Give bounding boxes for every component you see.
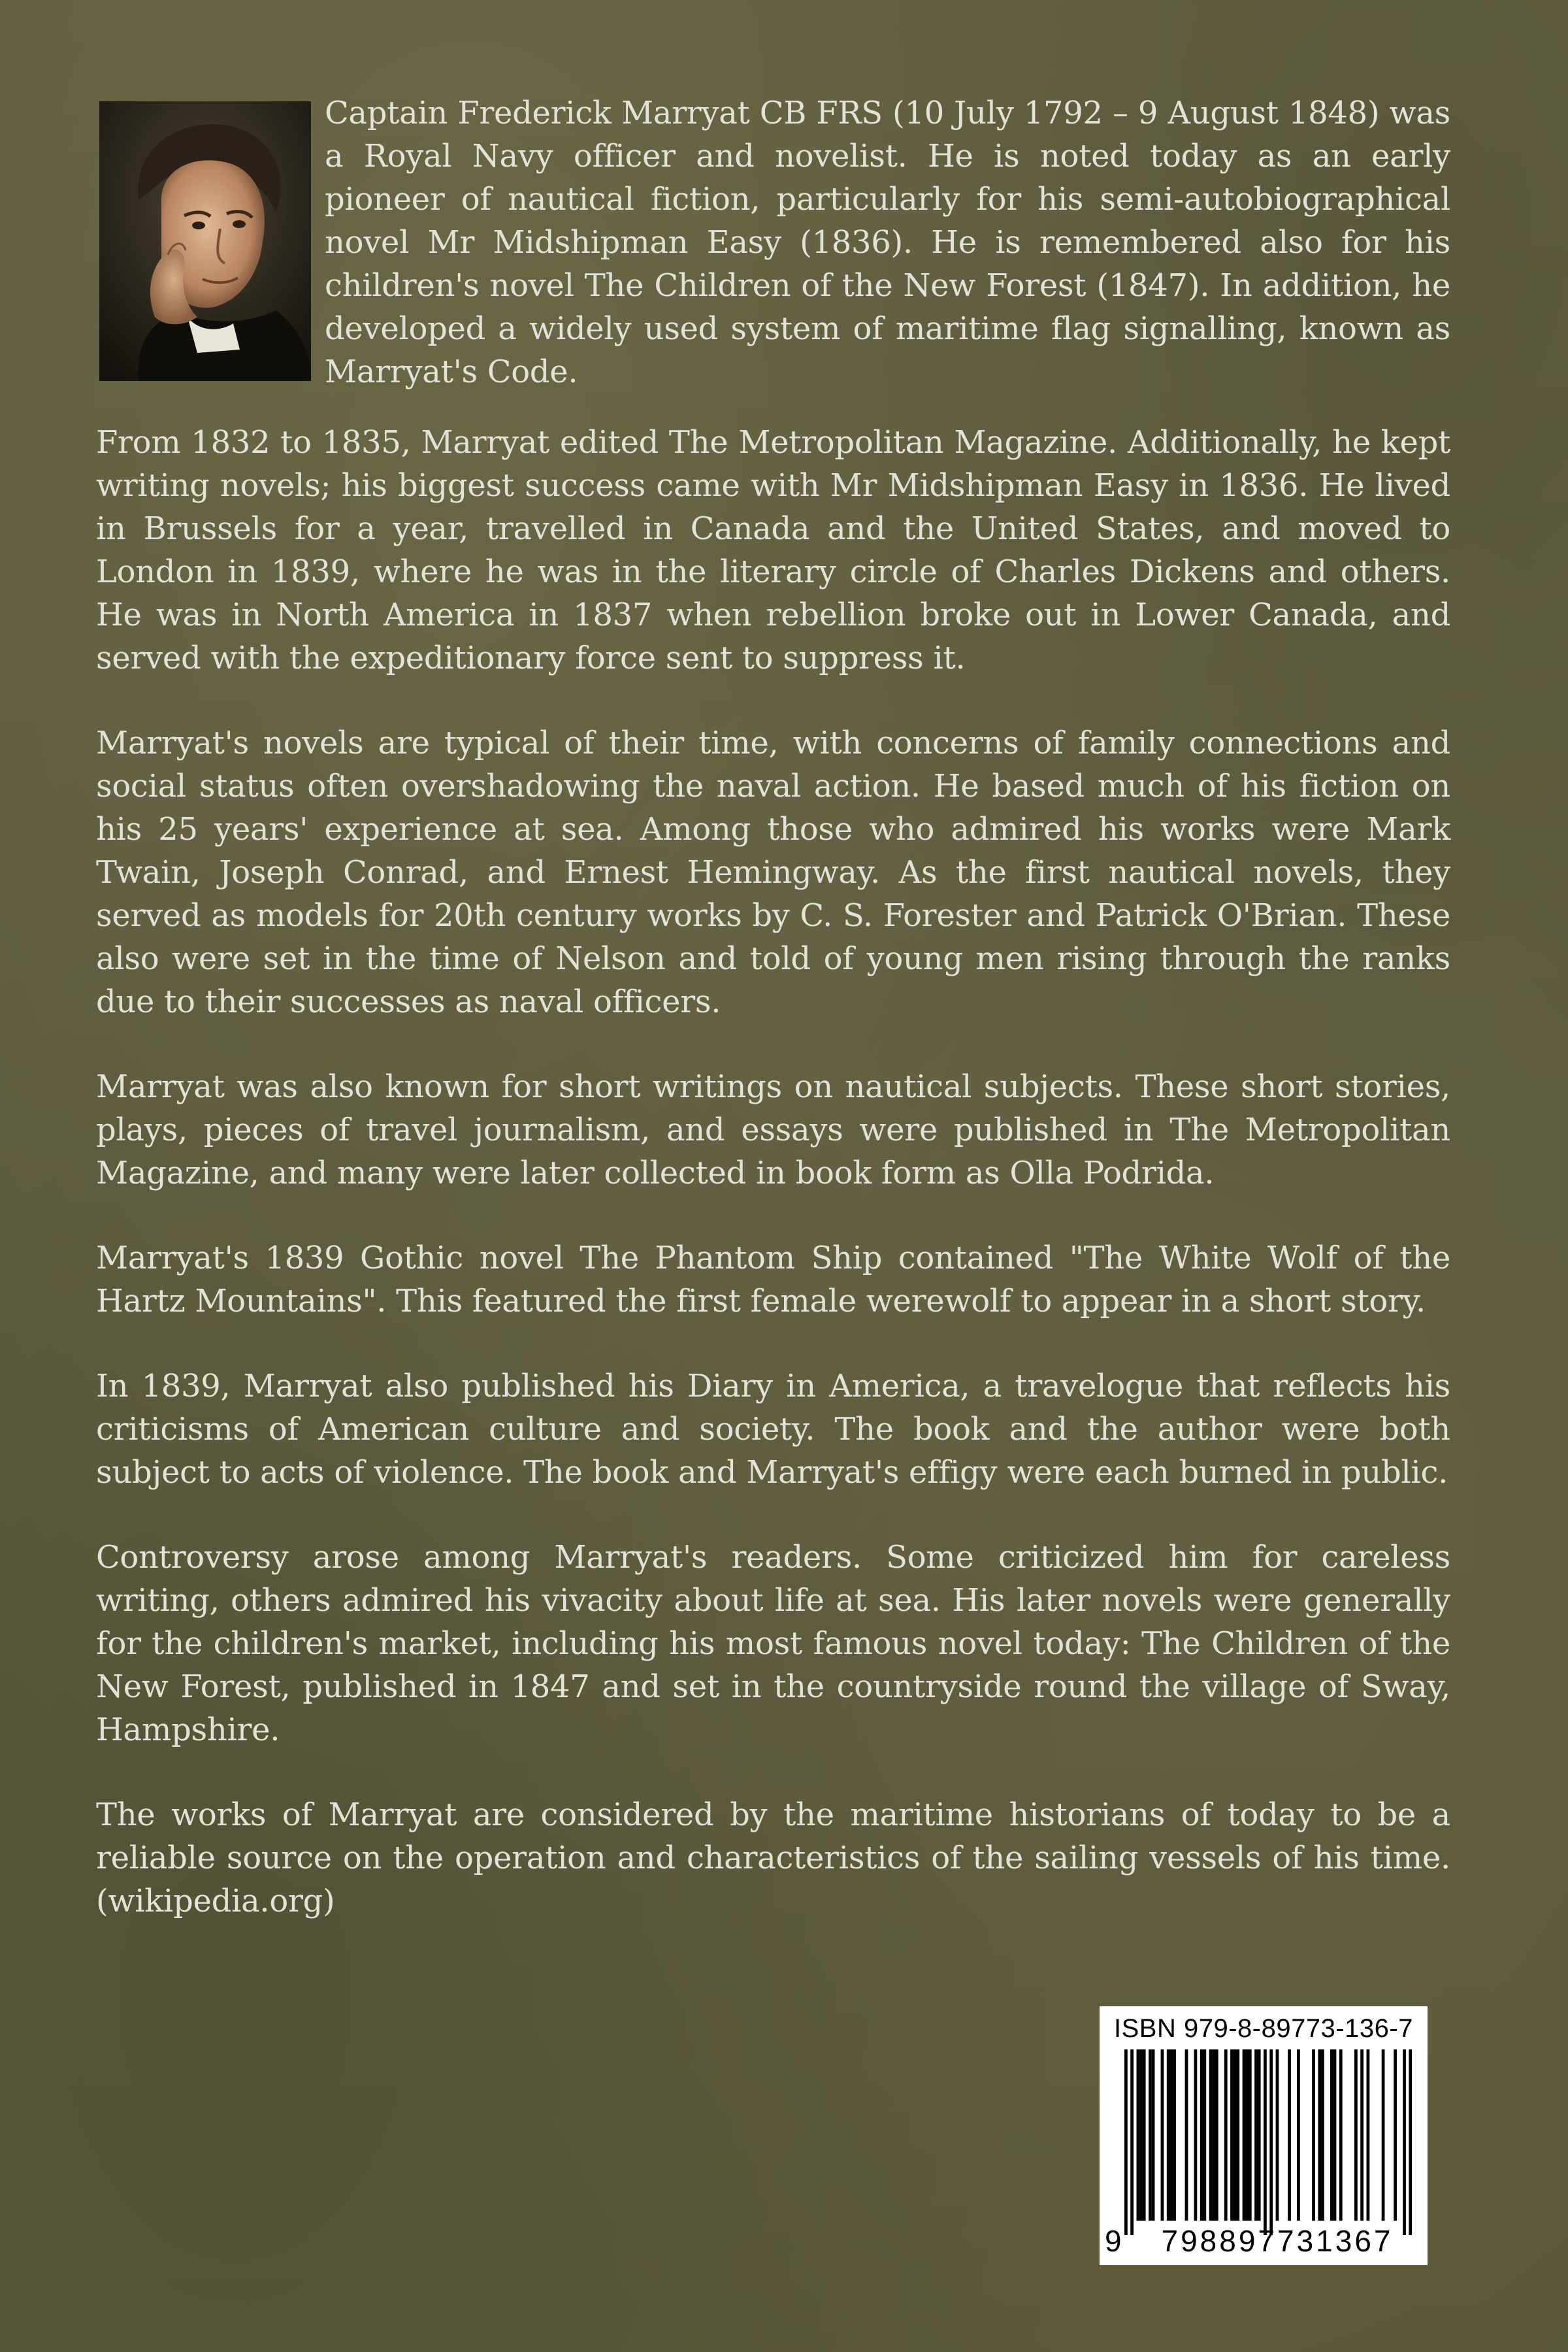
bio-paragraph: The works of Marryat are considered by the maritime historians of today to be a reliable source on the operation and characteristics of the sailing vessels of his time. (wikipedia.org): [96, 1797, 1450, 1919]
barcode-bar: [1212, 2049, 1215, 2221]
barcode-bar: [1258, 2049, 1261, 2221]
isbn-barcode: [1100, 2006, 1428, 2265]
barcode-bar: [1403, 2049, 1406, 2235]
barcode-bar: [1394, 2049, 1397, 2221]
barcode-bar: [1185, 2049, 1188, 2221]
barcode-bar: [1230, 2049, 1233, 2221]
barcode-bar: [1173, 2049, 1176, 2221]
barcode-bar: [1124, 2049, 1128, 2235]
barcode-bar: [1318, 2049, 1321, 2221]
barcode-bar: [1297, 2049, 1300, 2221]
barcode-bar: [1233, 2049, 1237, 2221]
barcode-bar: [1203, 2049, 1206, 2221]
barcode-bar: [1224, 2049, 1228, 2221]
barcode-bar: [1382, 2049, 1385, 2221]
barcode-bar: [1249, 2049, 1252, 2221]
barcode-bar: [1209, 2049, 1213, 2221]
bio-paragraph: Marryat was also known for short writings on nautical subjects. These short stories, plays, pieces of travel journalism, and essays were published in The Metropolitan Magazine, and many were later collected in book form as Olla Podrida.: [96, 1068, 1450, 1191]
bio-paragraph: From 1832 to 1835, Marryat edited The Metropolitan Magazine. Additionally, he kept writing novels; his biggest success came with Mr Midshipman Easy in 1836. He lived in Brussels for a year, travelled in Canada and the United States, and moved to London in 1839, where he was in the literary circle of Charles Dickens and others. He was in North America in 1837 when rebellion broke out in Lower Canada, and served with the expeditionary force sent to suppress it.: [96, 424, 1450, 676]
barcode-bar: [1143, 2049, 1146, 2221]
barcode-bar: [1321, 2049, 1324, 2221]
bio-paragraph: Captain Frederick Marryat CB FRS (10 July 1792 – 9 August 1848) was a Royal Navy officer and novelist. He is noted today as an early pioneer of nautical fiction, particularly for his semi-autobiographical novel Mr Midshipman Easy (1836). He is remembered also for his children's novel The Children of the New Forest (1847). In addition, he developed a widely used system of maritime flag signalling, known as Marryat's Code.: [325, 95, 1450, 390]
bio-paragraph: In 1839, Marryat also published his Diary in America, a travelogue that reflects his criticisms of American culture and society. The book and the author were both subject to acts of violence. The book and Marryat's effigy were each burned in public.: [96, 1368, 1450, 1491]
barcode-bar: [1339, 2049, 1343, 2221]
barcode-bar: [1161, 2049, 1164, 2221]
barcode-bar: [1245, 2049, 1249, 2221]
barcode-bar: [1167, 2049, 1170, 2221]
barcode-bar: [1409, 2049, 1412, 2235]
barcode-bar: [1333, 2049, 1337, 2221]
barcode-bar: [1367, 2049, 1370, 2221]
barcode-bar: [1215, 2049, 1218, 2221]
barcode-bar: [1152, 2049, 1155, 2221]
barcode-bar: [1269, 2049, 1273, 2235]
bio-paragraph: Marryat's 1839 Gothic novel The Phantom Ship contained "The White Wolf of the Hartz Mountains". This featured the first female werewolf to appear in a short story.: [96, 1240, 1450, 1319]
barcode-bar: [1236, 2049, 1239, 2221]
barcode-bar: [1330, 2049, 1333, 2221]
barcode-first-digit: 9: [1105, 2224, 1122, 2258]
barcode-bar: [1243, 2049, 1246, 2221]
barcode-bar: [1312, 2049, 1315, 2221]
barcode-bar: [1288, 2049, 1291, 2221]
barcode-bar: [1139, 2049, 1143, 2221]
barcode-bar: [1276, 2049, 1279, 2221]
barcode-bar: [1130, 2049, 1134, 2235]
barcode-bar: [1137, 2049, 1140, 2221]
barcode-bar: [1264, 2049, 1267, 2235]
isbn-label: ISBN 979-8-89773-136-7: [1114, 2014, 1413, 2043]
barcode-bar: [1200, 2049, 1203, 2221]
barcode-bar: [1194, 2049, 1198, 2221]
bio-paragraph: Marryat's novels are typical of their time, with concerns of family connections and social status often overshadowing the naval action. He based much of his fiction on his 25 years' experience at sea. Among those who admired his works were Mark Twain, Joseph Conrad, and Ernest Hemingway. As the first nautical novels, they served as models for 20th century works by C. S. Forester and Patrick O'Brian. These also were set in the time of Nelson and told of young men rising through the ranks due to their successes as naval officers.: [96, 725, 1450, 1020]
barcode-bar: [1254, 2049, 1258, 2221]
barcode-digit-string: 798897731367: [1161, 2224, 1394, 2258]
barcode-bar: [1149, 2049, 1152, 2221]
barcode-bars: [1124, 2049, 1412, 2235]
barcode-bar: [1354, 2049, 1358, 2221]
barcode-bar: [1360, 2049, 1364, 2221]
barcode-bar: [1169, 2049, 1173, 2221]
author-biography: [96, 91, 1450, 1923]
bio-paragraph: Controversy arose among Marryat's readers. Some criticized him for careless writing, others admired his vivacity about life at sea. His later novels were generally for the children's market, including his most famous novel today: The Children of the New Forest, published in 1847 and set in the countryside round the village of Sway, Hampshire.: [96, 1539, 1450, 1748]
